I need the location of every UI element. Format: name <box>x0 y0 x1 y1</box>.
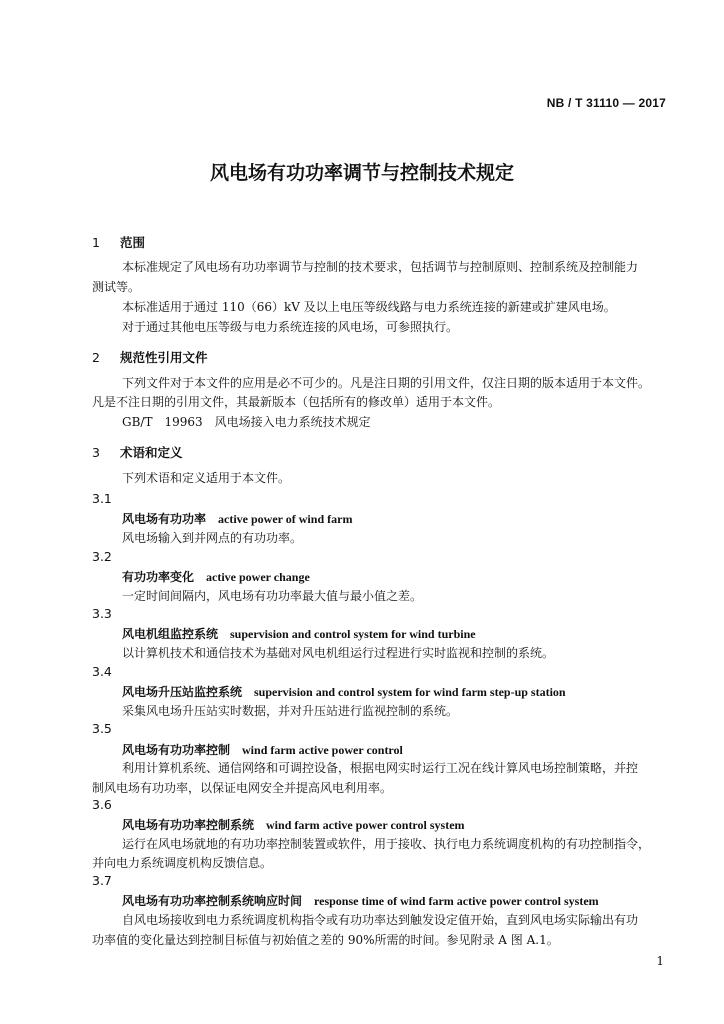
term-number: 3.6 <box>92 797 112 812</box>
section-1-heading <box>0 233 145 251</box>
s1-paragraph-1b: 测试等。 <box>92 280 141 294</box>
s1-paragraph-3: 对于通过其他电压等级与电力系统连接的风电场，可参照执行。 <box>122 320 459 334</box>
term-definition: 以计算机技术和通信技术为基础对风电机组运行过程进行实时监视和控制的系统。 <box>122 646 555 660</box>
term-definition-cont: 并向电力系统调度机构反馈信息。 <box>92 856 273 870</box>
term-zh: 有功功率变化 <box>122 570 195 584</box>
s2-paragraph-1b: 凡是不注日期的引用文件，其最新版本（包括所有的修改单）适用于本文件。 <box>92 395 501 409</box>
term-zh: 风电场有功功率控制 <box>122 743 231 757</box>
section-title: 规范性引用文件 <box>120 350 208 365</box>
term-definition: 风电场输入到并网点的有功功率。 <box>122 531 303 545</box>
term-number: 3.1 <box>92 491 112 506</box>
term-en: wind farm active power control <box>242 743 403 757</box>
page-number: 1 <box>656 954 664 968</box>
term-zh: 风电场有功功率控制系统响应时间 <box>122 894 303 908</box>
s2-reference: GB/T 19963 风电场接入电力系统技术规定 <box>122 415 371 429</box>
term-number: 3.7 <box>92 873 112 888</box>
term-heading <box>0 816 465 833</box>
term-number: 3.5 <box>92 721 112 736</box>
term-zh: 风电机组监控系统 <box>122 627 219 641</box>
term-number: 3.3 <box>92 606 112 621</box>
section-title: 术语和定义 <box>120 445 183 460</box>
term-definition: 自风电场接收到电力系统调度机构指令或有功功率达到触发设定值开始，直到风电场实际输出有功 <box>122 913 639 927</box>
term-number: 3.4 <box>92 664 112 679</box>
term-zh: 风电场有功功率 <box>122 512 207 526</box>
term-number: 3.2 <box>92 549 112 564</box>
term-en: active power of wind farm <box>218 512 353 526</box>
term-definition: 采集风电场升压站实时数据，并对升压站进行监视控制的系统。 <box>122 704 459 718</box>
term-en: supervision and control system for wind farm step-up station <box>254 685 566 699</box>
page-title: 风电场有功功率调节与控制技术规定 <box>209 162 514 184</box>
section-number: 2 <box>92 350 100 365</box>
s3-intro: 下列术语和定义适用于本文件。 <box>122 471 291 485</box>
section-3-heading <box>0 443 183 461</box>
term-heading <box>0 892 599 909</box>
term-definition: 运行在风电场就地的有功功率控制装置或软件，用于接收、执行电力系统调度机构的有功控制指令， <box>122 837 651 851</box>
term-definition: 一定时间间隔内，风电场有功功率最大值与最小值之差。 <box>122 589 423 603</box>
standard-number: NB / T 31110 — 2017 <box>546 96 666 110</box>
s1-paragraph-1a: 本标准规定了风电场有功功率调节与控制的技术要求，包括调节与控制原则、控制系统及控制能力 <box>122 260 639 274</box>
section-2-heading <box>0 348 208 366</box>
term-zh: 风电场升压站监控系统 <box>122 685 243 699</box>
term-en: wind farm active power control system <box>266 818 465 832</box>
section-number: 1 <box>92 235 100 250</box>
term-en: supervision and control system for wind turbine <box>230 627 476 641</box>
term-heading <box>0 741 403 758</box>
section-number: 3 <box>92 445 100 460</box>
section-title: 范围 <box>120 235 146 250</box>
term-en: active power change <box>206 570 310 584</box>
term-en: response time of wind farm active power control system <box>314 894 599 908</box>
s1-paragraph-2: 本标准适用于通过 110（66）kV 及以上电压等级线路与电力系统连接的新建或扩建风电场。 <box>122 300 616 314</box>
term-heading <box>0 510 352 527</box>
term-definition-cont: 功率值的变化量达到控制目标值与初始值之差的 90%所需的时间。参见附录 A 图 A.1。 <box>92 933 559 947</box>
term-heading <box>0 568 310 585</box>
term-heading <box>0 683 566 700</box>
term-heading <box>0 625 476 642</box>
term-zh: 风电场有功功率控制系统 <box>122 818 255 832</box>
term-definition-cont: 制风电场有功功率，以保证电网安全并提高风电利用率。 <box>92 781 393 795</box>
term-definition: 利用计算机系统、通信网络和可调控设备，根据电网实时运行工况在线计算风电场控制策略，并控 <box>122 761 639 775</box>
s2-paragraph-1a: 下列文件对于本文件的应用是必不可少的。凡是注日期的引用文件，仅注日期的版本适用于本文件。 <box>122 376 651 390</box>
